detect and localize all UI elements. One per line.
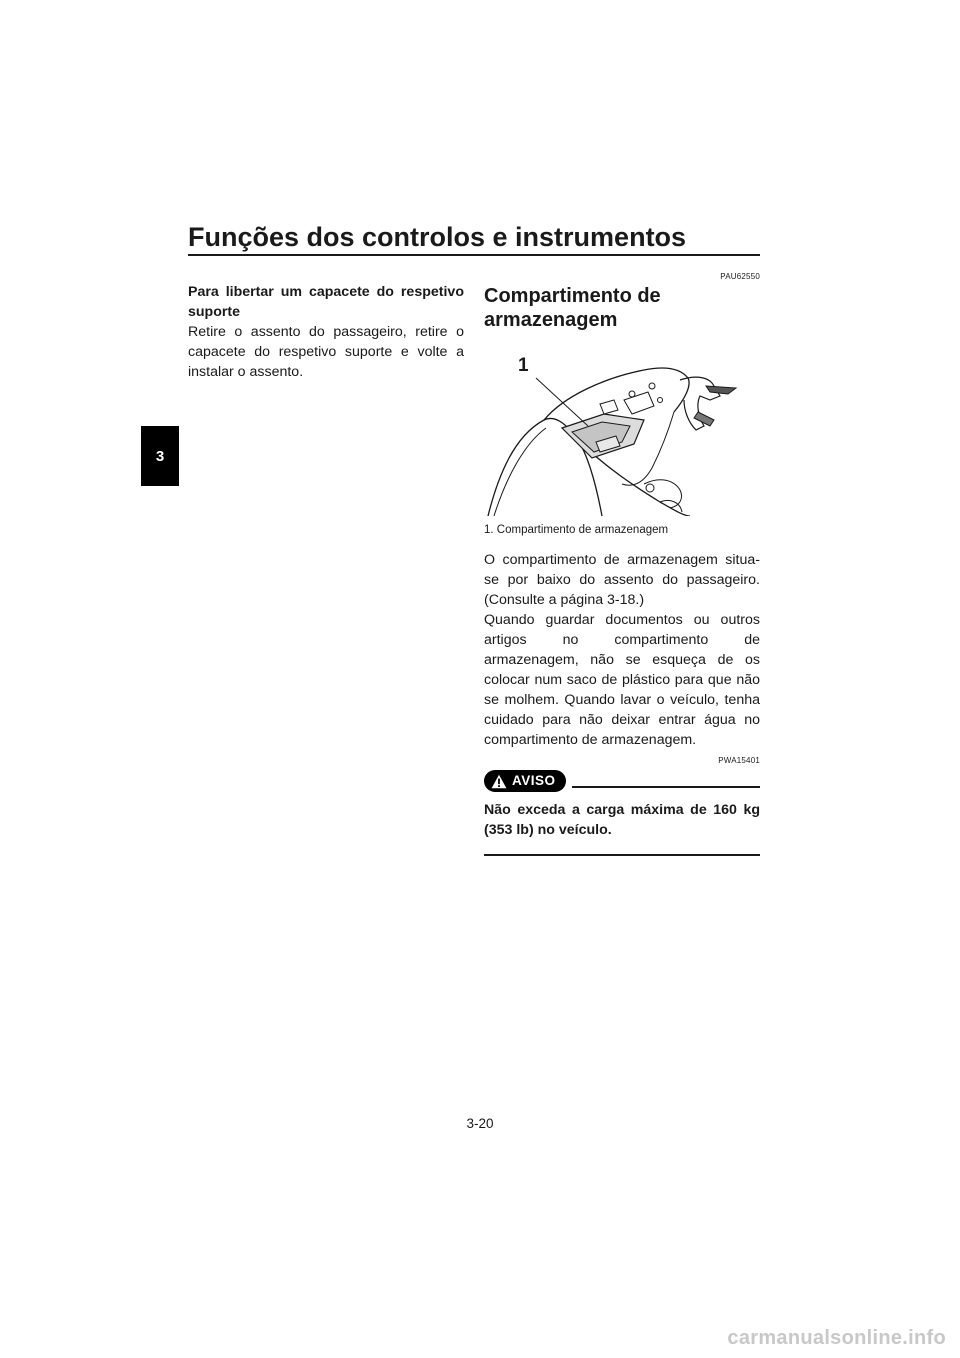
figure-callout: 1 [518,355,529,376]
title-divider [188,254,760,256]
warning-text: Não exceda a carga máxima de 160 kg (353 lb) no veículo. [484,802,760,838]
right-column [484,272,760,856]
section-code: PAU62550 [720,272,760,281]
figure-caption: 1. Compartimento de armazenagem [484,524,669,536]
location-paragraph: O compartimento de armazenagem situa-se por baixo do assento do passageiro. (Consulte a página 3-18.) [484,552,760,608]
watermark: carmanualsonline.info [727,1327,946,1349]
section-heading: Compartimento de armazenagem [484,285,661,331]
page-title: Funções dos controlos e instrumentos [188,222,687,252]
warning-header [484,770,760,792]
helmet-release-text: Retire o assento do passageiro, retire o capacete do respetivo suporte e volte a instalar o assento. [188,324,464,380]
chapter-tab: 3 [141,426,179,486]
warning-end-rule [484,854,760,856]
warning-rule [572,786,760,788]
motorcycle-rear-illustration [484,356,760,516]
warning-code: PWA15401 [718,756,760,765]
helmet-release-heading: Para libertar um capacete do respetivo suporte [188,284,464,320]
warning-badge [484,770,566,792]
page-number: 3-20 [466,1116,494,1131]
usage-paragraph: Quando guardar documentos ou outros artigos no compartimento de armazenagem, não se esqueça de os colocar num saco de plástico para que não se molhem. Quando lavar o veículo, tenha cuidado para não deixar entrar água no compartimento de armazenagem. [484,612,760,748]
left-column [188,282,464,382]
warning-icon [491,774,507,789]
warning-label: AVISO [512,773,556,788]
storage-figure [484,356,760,516]
